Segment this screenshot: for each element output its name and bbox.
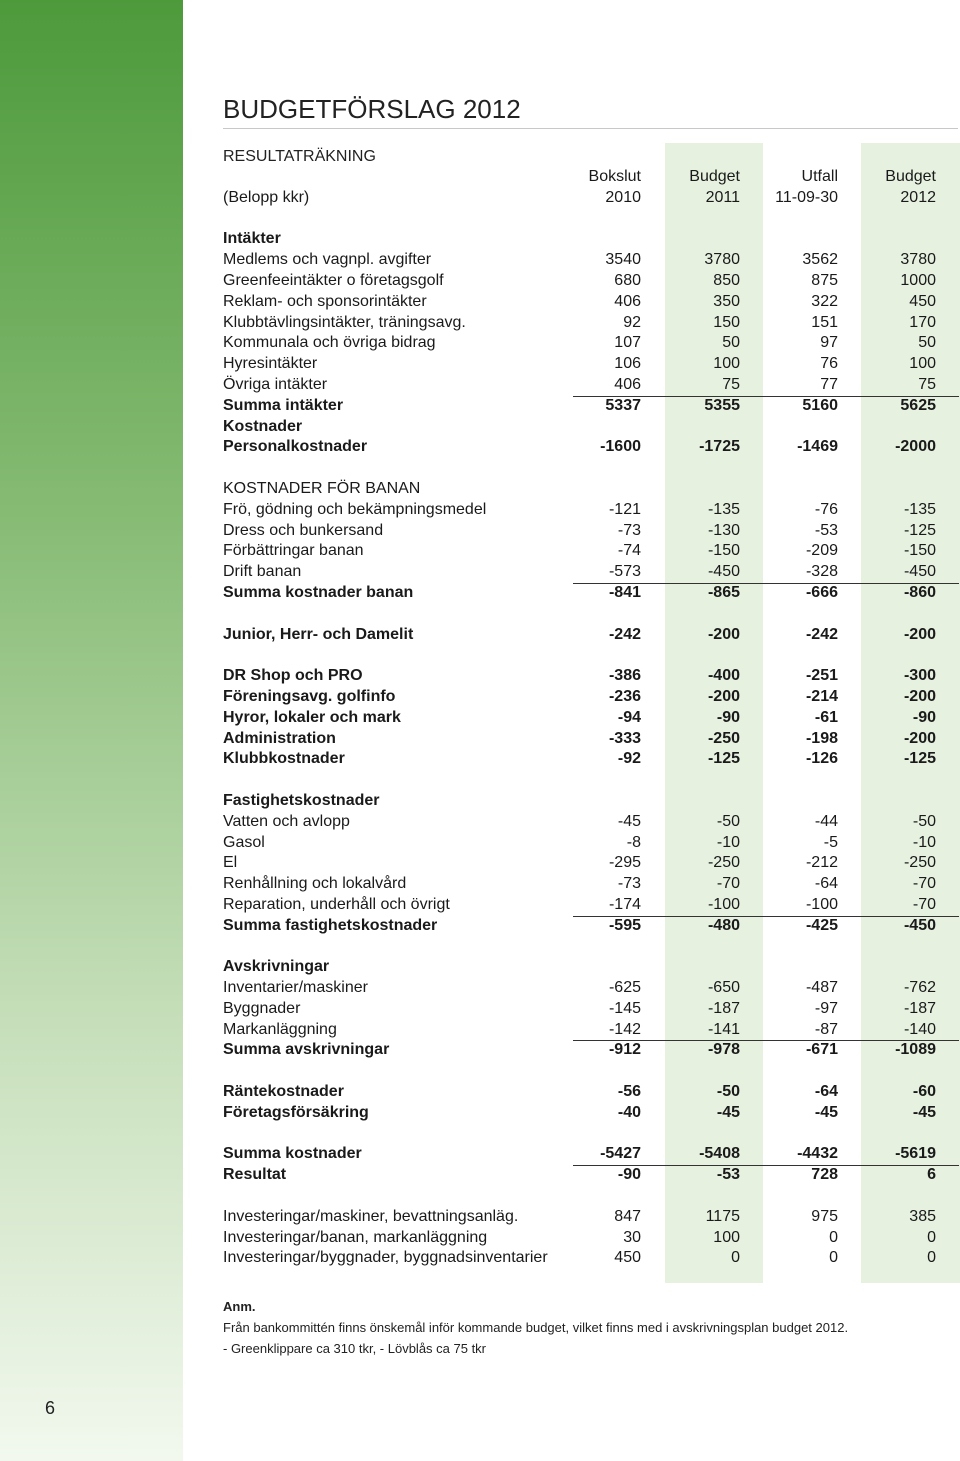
page-title: BUDGETFÖRSLAG 2012 (223, 94, 521, 124)
value-cell: -1725 (699, 438, 740, 456)
value-cell: 875 (811, 271, 838, 289)
value-cell: 728 (811, 1166, 838, 1184)
value-cell: -860 (903, 583, 936, 601)
value-cell: -121 (608, 500, 641, 518)
value-cell: -60 (912, 1083, 936, 1101)
table-row (223, 1228, 937, 1249)
table-row (223, 812, 937, 833)
row-label: Medlems och vagnpl. avgifter (223, 251, 432, 269)
row-label: Byggnader (223, 999, 301, 1017)
value-cell: -480 (707, 916, 740, 934)
table-row (223, 833, 937, 854)
value-cell: -5619 (895, 1145, 936, 1163)
row-label: Dress och bunkersand (223, 521, 384, 539)
value-cell: 0 (927, 1249, 936, 1267)
table-row (223, 604, 937, 625)
value-cell: -64 (814, 875, 838, 893)
row-label: Företagsförsäkring (223, 1103, 369, 1121)
table-row (223, 1103, 937, 1124)
value-cell: 847 (614, 1207, 641, 1225)
table-row (223, 521, 937, 542)
value-cell: -74 (617, 542, 641, 560)
table-row (223, 396, 937, 417)
value-cell: -90 (617, 1166, 641, 1184)
table-row (223, 1082, 937, 1103)
value-cell: -174 (608, 895, 641, 913)
table-body (223, 209, 937, 1270)
value-cell: -70 (716, 875, 740, 893)
value-cell: 5355 (704, 396, 740, 414)
table-row (223, 458, 937, 479)
value-cell: -333 (608, 729, 641, 747)
notes-line: - Greenklippare ca 310 tkr, - Lövblås ca 75 tkr (223, 1341, 487, 1356)
row-label: Intäkter (223, 230, 281, 248)
row-label: Reparation, underhåll och övrigt (223, 895, 450, 913)
table-row (223, 500, 937, 521)
table-row (223, 479, 937, 500)
value-cell: -386 (608, 667, 641, 685)
value-cell: 30 (623, 1228, 641, 1246)
value-cell: -251 (805, 667, 838, 685)
row-label: Förbättringar banan (223, 542, 364, 560)
value-cell: -50 (716, 812, 740, 830)
value-cell: -5408 (699, 1145, 740, 1163)
value-cell: 151 (811, 313, 838, 331)
table-row (223, 957, 937, 978)
value-cell: 0 (927, 1228, 936, 1246)
value-cell: 100 (713, 1228, 740, 1246)
table-row (223, 1040, 937, 1061)
row-label: Renhållning och lokalvård (223, 875, 407, 893)
value-cell: -200 (707, 687, 740, 705)
value-cell: -100 (805, 895, 838, 913)
title-divider (223, 128, 958, 129)
table-row (223, 729, 937, 750)
value-cell: 75 (918, 375, 936, 393)
value-cell: -300 (903, 667, 936, 685)
notes-heading: Anm. (223, 1299, 256, 1314)
row-label: Markanläggning (223, 1020, 337, 1038)
value-cell: -87 (814, 1020, 838, 1038)
value-cell: -295 (608, 854, 641, 872)
value-cell: 50 (918, 334, 936, 352)
value-cell: -4432 (797, 1145, 838, 1163)
value-cell: -212 (805, 854, 838, 872)
value-cell: -142 (608, 1020, 641, 1038)
header-cell: Bokslut (588, 168, 641, 185)
value-cell: -126 (805, 750, 838, 768)
table-row (223, 791, 937, 812)
value-cell: 1000 (900, 271, 936, 289)
value-cell: 450 (614, 1249, 641, 1267)
table-row (223, 1248, 937, 1269)
table-row (223, 313, 937, 334)
value-cell: 100 (909, 355, 936, 373)
value-cell: -56 (617, 1083, 641, 1101)
value-cell: 3540 (605, 251, 641, 269)
header-row (223, 188, 937, 209)
row-label: Junior, Herr- och Damelit (223, 625, 414, 643)
value-cell: 106 (614, 355, 641, 373)
value-cell: 6 (927, 1166, 936, 1184)
row-label: Reklam- och sponsorintäkter (223, 292, 427, 310)
value-cell: 100 (713, 355, 740, 373)
row-label: Greenfeeintäkter o företagsgolf (223, 271, 444, 289)
value-cell: -130 (707, 521, 740, 539)
row-label: DR Shop och PRO (223, 667, 363, 685)
value-cell: -44 (814, 812, 838, 830)
table-row (223, 229, 937, 250)
value-cell: -595 (608, 916, 641, 934)
value-cell: -200 (903, 625, 936, 643)
value-cell: -125 (707, 750, 740, 768)
value-cell: -250 (707, 729, 740, 747)
value-cell: -50 (716, 1083, 740, 1101)
table-row (223, 895, 937, 916)
table-row (223, 1165, 937, 1186)
value-cell: 50 (722, 334, 740, 352)
table-row (223, 645, 937, 666)
value-cell: 450 (909, 292, 936, 310)
value-cell: 850 (713, 271, 740, 289)
value-cell: -100 (707, 895, 740, 913)
value-cell: -841 (608, 583, 641, 601)
value-cell: -666 (805, 583, 838, 601)
row-label: Investeringar/maskiner, bevattningsanläg. (223, 1207, 519, 1225)
table-row (223, 708, 937, 729)
page-number: 6 (44, 1398, 55, 1418)
value-cell: -187 (707, 999, 740, 1017)
value-cell: -978 (707, 1041, 740, 1059)
value-cell: -53 (814, 521, 838, 539)
header-row (223, 167, 937, 188)
value-cell: -145 (608, 999, 641, 1017)
value-cell: -10 (716, 833, 740, 851)
row-label: Räntekostnader (223, 1083, 344, 1101)
table-row (223, 770, 937, 791)
value-cell: 92 (623, 313, 641, 331)
table-row (223, 1144, 937, 1165)
value-cell: -425 (805, 916, 838, 934)
value-cell: -94 (617, 708, 641, 726)
value-cell: -209 (805, 542, 838, 560)
value-cell: -671 (805, 1041, 838, 1059)
value-cell: 680 (614, 271, 641, 289)
value-cell: 0 (829, 1228, 838, 1246)
table-row (223, 292, 937, 313)
table-row (223, 583, 937, 604)
green-sidebar (0, 0, 183, 1461)
value-cell: -61 (814, 708, 838, 726)
row-label: El (223, 854, 238, 872)
table-row (223, 687, 937, 708)
notes-line: Från bankommittén finns önskemål inför kommande budget, vilket finns med i avskrivningsplan budget 2012. (223, 1320, 849, 1335)
table-row (223, 209, 937, 230)
value-cell: 0 (731, 1249, 740, 1267)
value-cell: -8 (626, 833, 641, 851)
row-label: Frö, gödning och bekämpningsmedel (223, 500, 487, 518)
value-cell: 0 (829, 1249, 838, 1267)
row-label: Avskrivningar (223, 958, 330, 976)
value-cell: -250 (903, 854, 936, 872)
table-row (223, 853, 937, 874)
value-cell: -125 (903, 750, 936, 768)
table-row (223, 625, 937, 646)
value-cell: -198 (805, 729, 838, 747)
table-row (223, 541, 937, 562)
row-label: Resultat (223, 1166, 287, 1184)
value-cell: -40 (617, 1103, 641, 1121)
value-cell: -625 (608, 979, 641, 997)
header-cell: Utfall (801, 168, 838, 185)
row-label: Hyresintäkter (223, 355, 318, 373)
value-cell: -400 (707, 667, 740, 685)
value-cell: -650 (707, 979, 740, 997)
value-cell: -45 (716, 1103, 740, 1121)
header-cell: 2011 (705, 188, 740, 206)
row-label: Klubbkostnader (223, 750, 345, 768)
table-row (223, 999, 937, 1020)
row-label: Gasol (223, 833, 265, 851)
value-cell: -450 (903, 563, 936, 581)
value-cell: -200 (707, 625, 740, 643)
value-cell: 77 (820, 375, 838, 393)
value-cell: -200 (903, 687, 936, 705)
table-row (223, 978, 937, 999)
row-label: KOSTNADER FÖR BANAN (223, 479, 421, 497)
row-label: Hyror, lokaler och mark (223, 708, 401, 726)
row-label: Administration (223, 729, 336, 747)
table-row (223, 874, 937, 895)
value-cell: 76 (820, 355, 838, 373)
value-cell: -150 (707, 542, 740, 560)
notes (223, 1296, 848, 1359)
value-cell: -45 (814, 1103, 838, 1121)
value-cell: -10 (912, 833, 936, 851)
value-cell: 5337 (605, 396, 641, 414)
row-label: Drift banan (223, 563, 302, 581)
value-cell: 107 (614, 334, 641, 352)
value-cell: -45 (617, 812, 641, 830)
value-cell: -573 (608, 563, 641, 581)
value-cell: -762 (903, 979, 936, 997)
row-label: Föreningsavg. golfinfo (223, 687, 396, 705)
table-row (223, 1061, 937, 1082)
table-row (223, 333, 937, 354)
table-row (223, 1207, 937, 1228)
table-row (223, 1124, 937, 1145)
table-row (223, 1186, 937, 1207)
value-cell: 3562 (802, 251, 838, 269)
value-cell: -70 (912, 875, 936, 893)
value-cell: -135 (707, 500, 740, 518)
value-cell: -865 (707, 583, 740, 601)
row-label: Personalkostnader (223, 438, 368, 456)
value-cell: -187 (903, 999, 936, 1017)
table-row (223, 250, 937, 271)
row-label: Summa kostnader (223, 1145, 362, 1163)
header-cell: 2012 (900, 188, 936, 206)
row-label: Summa intäkter (223, 396, 344, 414)
value-cell: -912 (608, 1041, 641, 1059)
table-row (223, 666, 937, 687)
value-cell: -135 (903, 500, 936, 518)
row-label: Inventarier/maskiner (223, 979, 368, 997)
header-cell: 2010 (605, 188, 641, 206)
row-label: Summa kostnader banan (223, 583, 414, 601)
table-row (223, 916, 937, 937)
value-cell: 97 (820, 334, 838, 352)
row-label: Investeringar/byggnader, byggnadsinventarier (223, 1249, 548, 1267)
table-row (223, 562, 937, 583)
value-cell: -328 (805, 563, 838, 581)
header-cell: 11-09-30 (775, 188, 838, 206)
budget-table (223, 167, 937, 1269)
value-cell: -50 (912, 812, 936, 830)
table-row (223, 271, 937, 292)
value-cell: -242 (608, 625, 641, 643)
value-cell: 3780 (704, 251, 740, 269)
value-cell: -1469 (797, 438, 838, 456)
value-cell: -45 (912, 1103, 936, 1121)
value-cell: -73 (617, 521, 641, 539)
value-cell: 975 (811, 1207, 838, 1225)
value-cell: -140 (903, 1020, 936, 1038)
value-cell: -1089 (895, 1041, 936, 1059)
value-cell: -1600 (600, 438, 641, 456)
value-cell: -76 (814, 500, 838, 518)
row-label: Övriga intäkter (223, 375, 328, 393)
value-cell: -250 (707, 854, 740, 872)
row-label: Kommunala och övriga bidrag (223, 334, 436, 352)
value-cell: -73 (617, 875, 641, 893)
value-cell: 350 (713, 292, 740, 310)
header-label: (Belopp kkr) (223, 188, 310, 206)
value-cell: 5160 (802, 396, 838, 414)
value-cell: 3780 (900, 251, 936, 269)
value-cell: -450 (707, 563, 740, 581)
value-cell: 385 (909, 1207, 936, 1225)
header-cell: Budget (885, 168, 936, 185)
table-row (223, 354, 937, 375)
row-label: Klubbtävlingsintäkter, träningsavg. (223, 313, 466, 331)
table-row (223, 936, 937, 957)
row-label: Kostnader (223, 417, 303, 435)
value-cell: -70 (912, 895, 936, 913)
table-row (223, 1020, 937, 1041)
value-cell: 150 (713, 313, 740, 331)
value-cell: 406 (614, 375, 641, 393)
value-cell: -200 (903, 729, 936, 747)
value-cell: -53 (716, 1166, 740, 1184)
value-cell: -242 (805, 625, 838, 643)
value-cell: 75 (722, 375, 740, 393)
row-label: Investeringar/banan, markanläggning (223, 1228, 488, 1246)
value-cell: -450 (903, 916, 936, 934)
value-cell: 1175 (705, 1207, 740, 1225)
table-row (223, 749, 937, 770)
value-cell: 5625 (900, 396, 936, 414)
header-cell: Budget (689, 168, 740, 185)
row-label: Summa avskrivningar (223, 1041, 390, 1059)
value-cell: -150 (903, 542, 936, 560)
value-cell: 322 (811, 292, 838, 310)
value-cell: 170 (909, 313, 936, 331)
table-row (223, 437, 937, 458)
value-cell: -214 (805, 687, 838, 705)
value-cell: 406 (614, 292, 641, 310)
value-cell: -236 (608, 687, 641, 705)
row-label: Summa fastighetskostnader (223, 916, 438, 934)
value-cell: -5427 (600, 1145, 641, 1163)
table-row (223, 417, 937, 438)
table-row (223, 375, 937, 396)
value-cell: -5 (823, 833, 838, 851)
value-cell: -125 (903, 521, 936, 539)
value-cell: -97 (814, 999, 838, 1017)
row-label: Fastighetskostnader (223, 791, 380, 809)
value-cell: -90 (912, 708, 936, 726)
value-cell: -90 (716, 708, 740, 726)
value-cell: -64 (814, 1083, 838, 1101)
value-cell: -141 (707, 1020, 740, 1038)
row-label: Vatten och avlopp (223, 812, 350, 830)
value-cell: -2000 (895, 438, 936, 456)
value-cell: -487 (805, 979, 838, 997)
section-title: RESULTATRÄKNING (223, 148, 376, 165)
value-cell: -92 (617, 750, 641, 768)
